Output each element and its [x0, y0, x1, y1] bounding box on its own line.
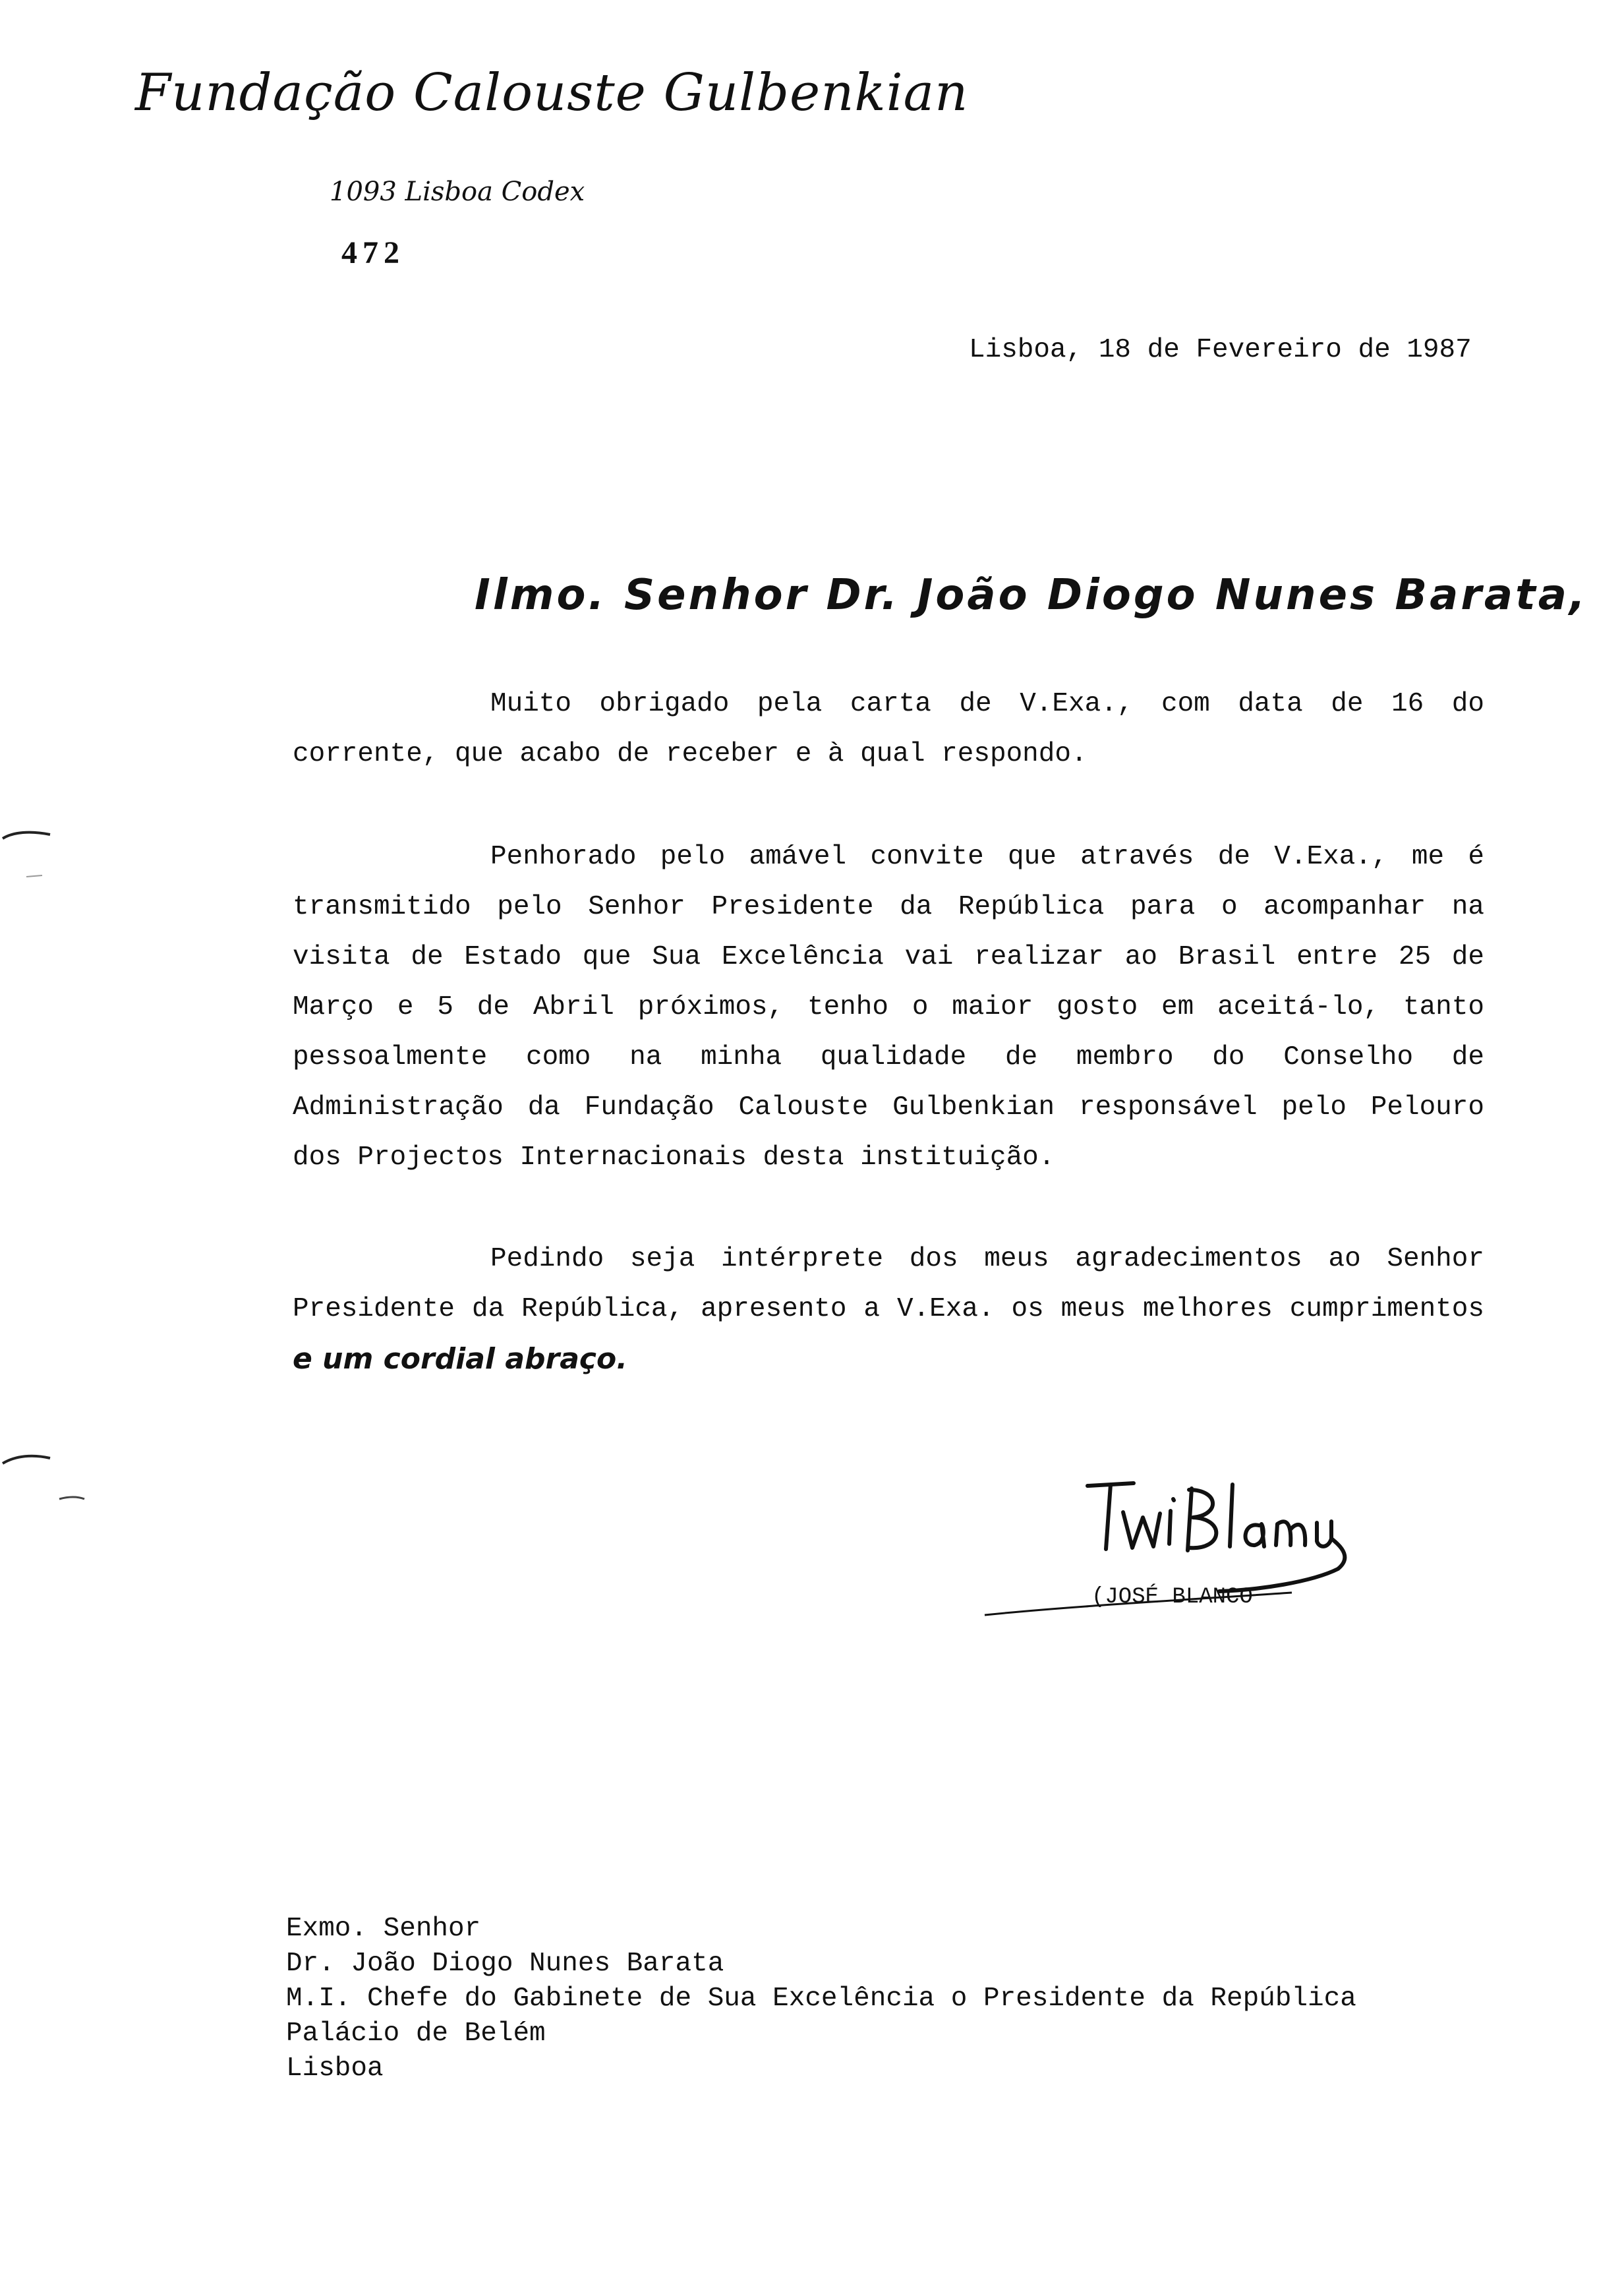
- paragraph-3-wrapper: [293, 1234, 1484, 1387]
- margin-mark-icon: [0, 1444, 86, 1516]
- body-paragraph-3: [293, 1234, 1484, 1387]
- typed-signature-name: (JOSÉ BLANCO: [1091, 1585, 1253, 1610]
- recipient-address-block: [286, 1912, 1356, 2086]
- date-line: Lisboa, 18 de Fevereiro de 1987: [969, 335, 1472, 365]
- letterhead-organization: Fundação Calouste Gulbenkian: [135, 63, 969, 123]
- paragraph-2-text: Penhorado pelo amável convite que através de V.Exa., me é transmitido pelo Senhor Presidente da República para o acompanhar na visita de Estado que Sua Excelência vai realizar ao Brasil entre 25 de Março e 5 de Abril próximos, tenho o maior gosto em aceitá-lo, tanto pessoalmente como na minha qualidade de membro do Conselho de Administração da Fundação Calouste Gulbenkian responsável pelo Pelouro dos Projectos Internacionais desta instituição.: [293, 842, 1484, 1173]
- body-paragraph-2: [293, 832, 1484, 1183]
- handwritten-salutation: Ilmo. Senhor Dr. João Diogo Nunes Barata,: [475, 571, 1588, 620]
- recipient-line-4: Palácio de Belém: [286, 2018, 546, 2049]
- body-paragraph-1: [293, 679, 1484, 779]
- letterhead-address: 1093 Lisboa Codex: [330, 177, 585, 207]
- recipient-line-1: Exmo. Senhor: [286, 1914, 481, 1944]
- recipient-line-5: Lisboa: [286, 2053, 384, 2084]
- recipient-line-2: Dr. João Diogo Nunes Barata: [286, 1949, 724, 1979]
- recipient-line-3: M.I. Chefe do Gabinete de Sua Excelência o Presidente da República: [286, 1984, 1356, 2014]
- reference-number: 472: [341, 235, 405, 270]
- margin-mark-icon: [0, 823, 59, 882]
- paragraph-1-text: Muito obrigado pela carta de V.Exa., com data de 16 do corrente, que acabo de receber e à qual respondo.: [293, 689, 1484, 769]
- paragraph-3-text: Pedindo seja intérprete dos meus agradecimentos ao Senhor Presidente da República, apresento a V.Exa. os meus melhores cumprimentos: [293, 1244, 1484, 1324]
- handwritten-closing: e um cordial abraço.: [293, 1342, 627, 1376]
